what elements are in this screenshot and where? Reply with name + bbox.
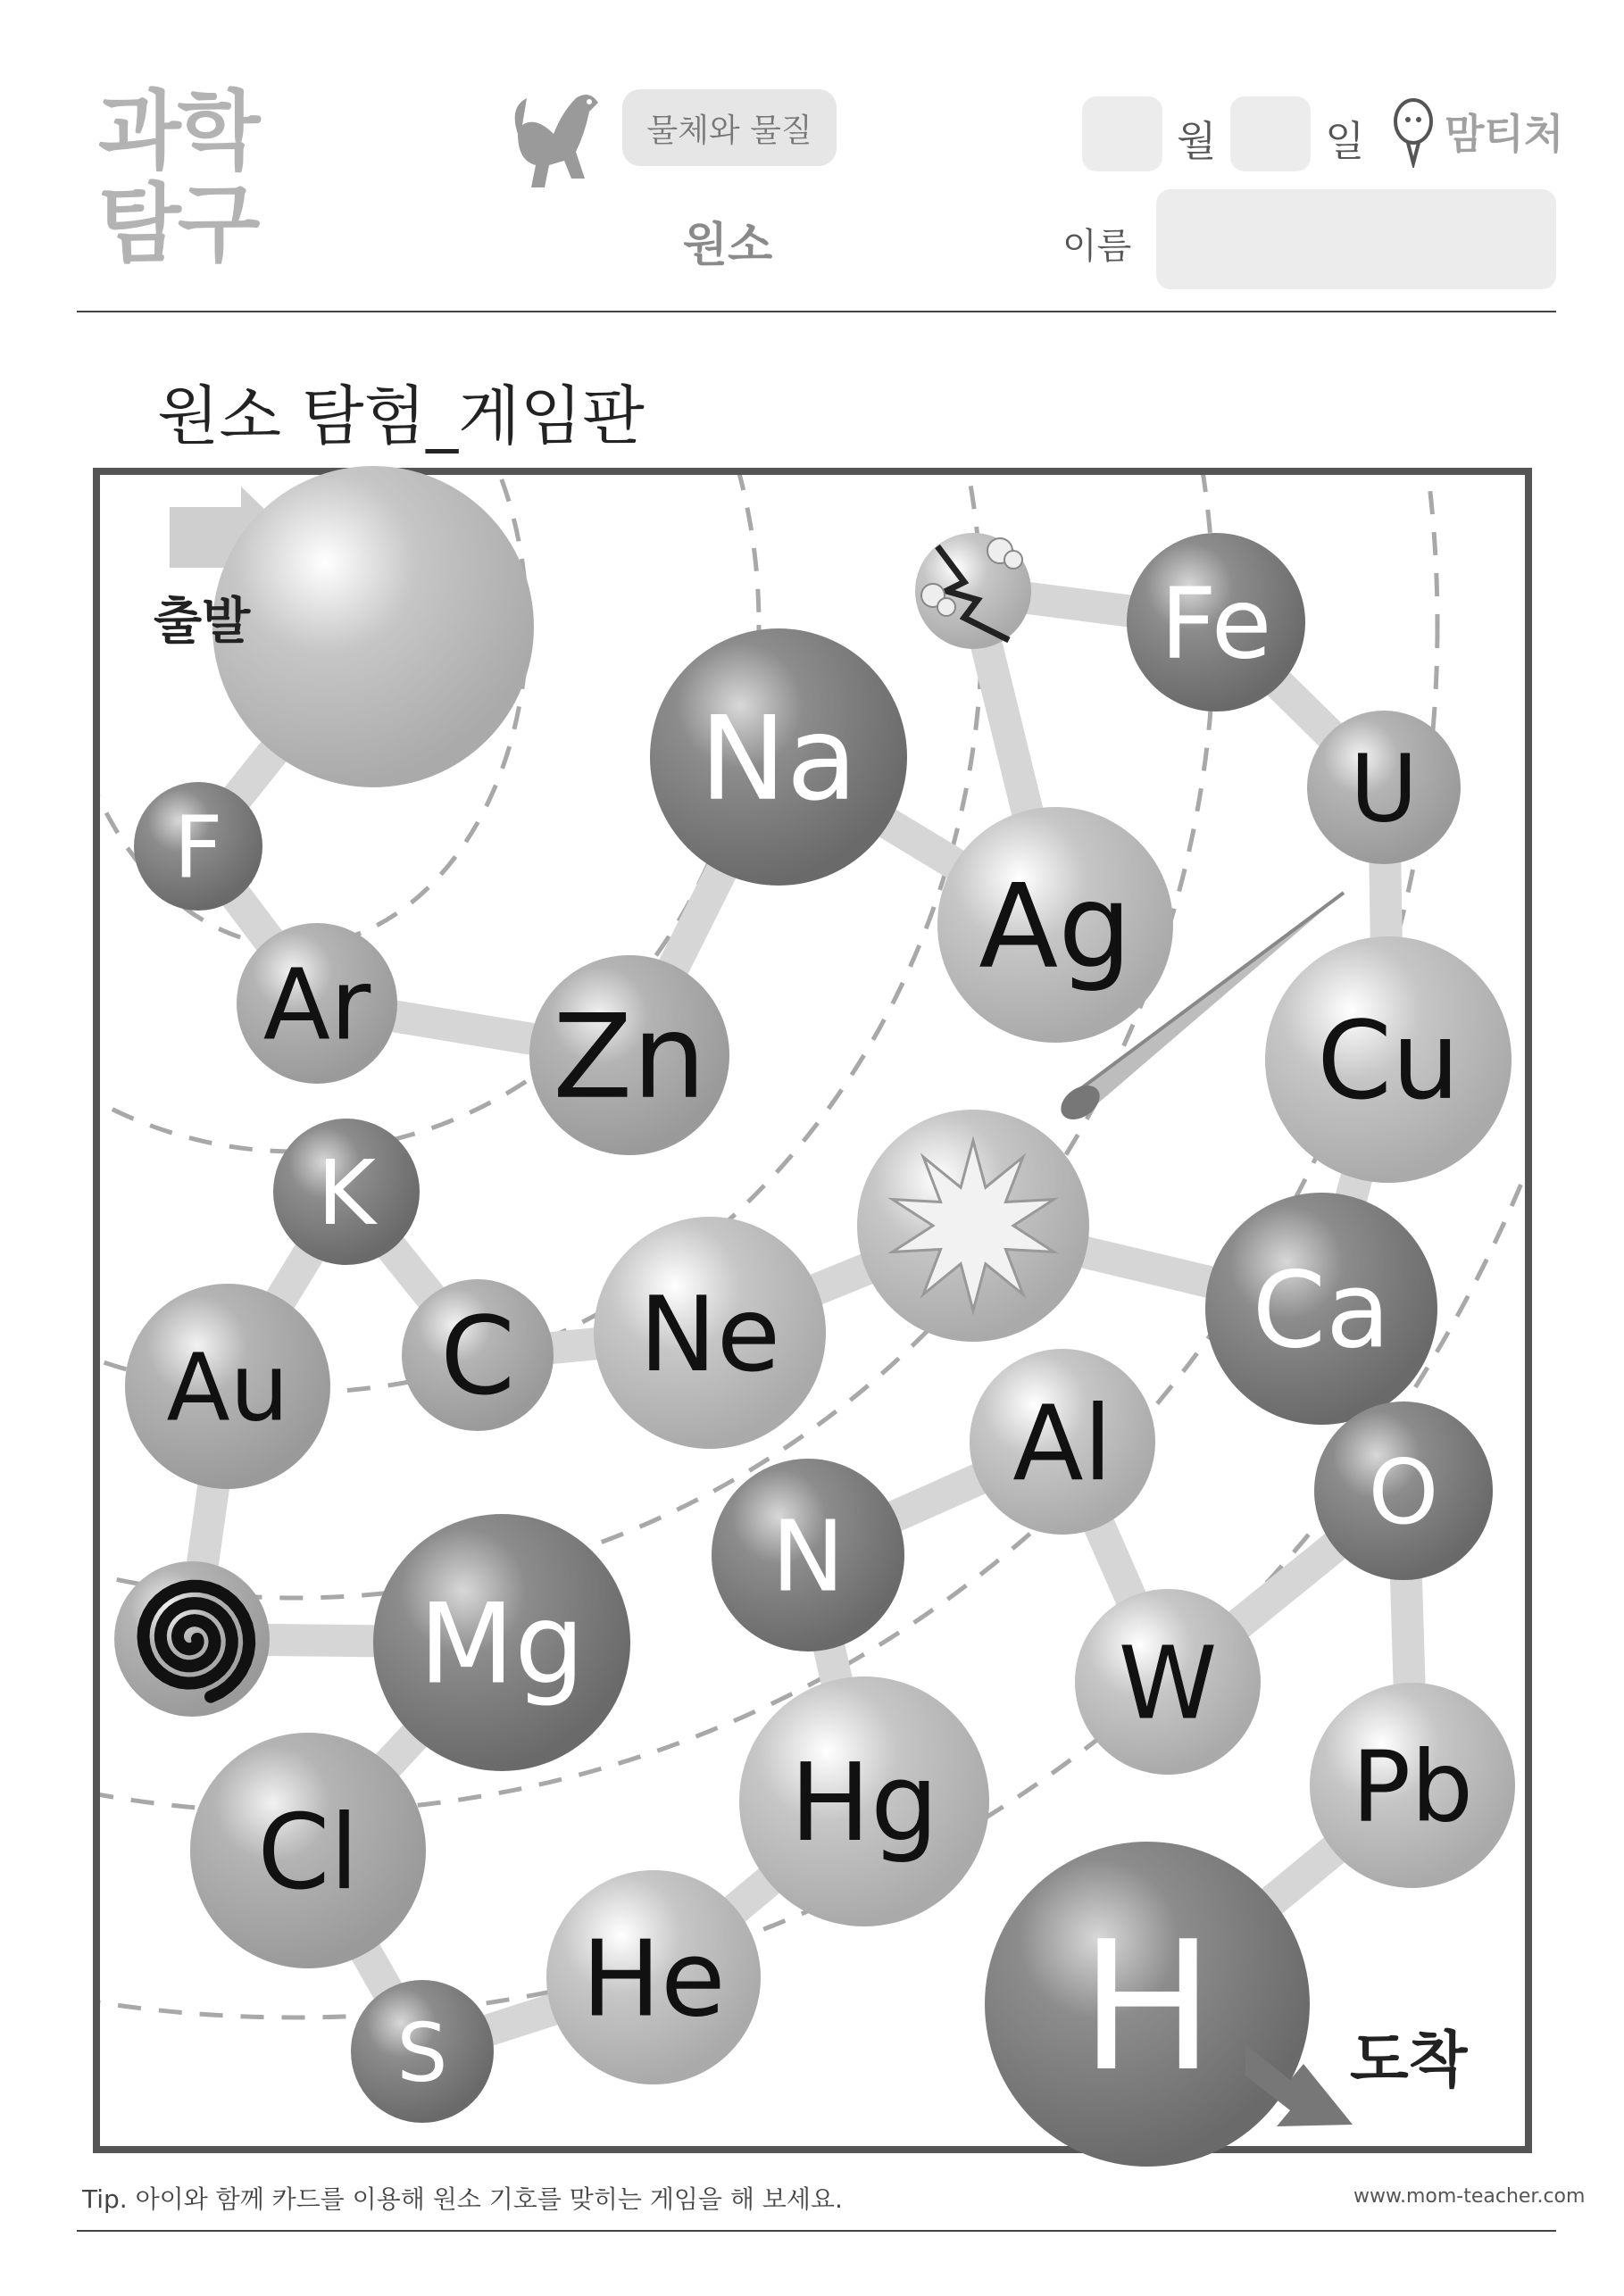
site-url[interactable]: www.mom-teacher.com: [1353, 2185, 1586, 2208]
element-symbol: Mg: [419, 1580, 585, 1710]
element-symbol: U: [1349, 734, 1419, 844]
spiral-ball: [114, 1561, 270, 1717]
subject-badge: 물체와 물질: [622, 89, 837, 166]
crack-ball: [915, 533, 1031, 649]
start-ball: [212, 466, 534, 787]
element-symbol: Ar: [262, 947, 371, 1062]
element-symbol: Ca: [1252, 1248, 1391, 1372]
element-ball-ca: [1205, 1193, 1437, 1425]
element-symbol: Al: [1012, 1383, 1112, 1504]
month-label: 월: [1177, 117, 1217, 165]
element-symbol: S: [396, 2006, 448, 2101]
brand-name: 맘티처: [1445, 110, 1564, 158]
element-symbol: Ne: [638, 1274, 781, 1395]
element-symbol: Au: [166, 1333, 289, 1443]
element-symbol: He: [581, 1917, 726, 2041]
topic-title: 원소: [682, 219, 773, 272]
element-ball-n: [712, 1459, 904, 1651]
element-ball-o: [1314, 1402, 1493, 1580]
element-symbol: Pb: [1351, 1729, 1474, 1844]
element-ball-hg: [739, 1676, 989, 1926]
element-ball-cl: [190, 1733, 426, 1968]
logo-line-1: 과학: [98, 81, 257, 181]
element-ball-fe: [1127, 533, 1305, 711]
element-ball-cu: [1265, 936, 1512, 1183]
logo-line-2: 탐구: [98, 174, 257, 274]
element-ball-ar: [237, 923, 397, 1084]
finish-label: 도착: [1350, 2026, 1468, 2096]
element-ball-na: [650, 628, 907, 886]
day-label: 일: [1325, 117, 1365, 165]
element-ball-k: [273, 1119, 420, 1265]
element-ball-w: [1075, 1589, 1261, 1775]
element-ball-al: [970, 1349, 1155, 1535]
element-ball-c: [402, 1279, 554, 1431]
element-symbol: H: [1079, 1903, 1215, 2111]
finish-ball: [985, 1842, 1310, 2167]
element-symbol: O: [1368, 1440, 1439, 1544]
board-title: 원소 탐험_게임판: [157, 379, 645, 453]
start-label: 출발: [154, 593, 251, 651]
name-label: 이름: [1062, 226, 1132, 267]
element-symbol: C: [440, 1295, 515, 1420]
element-symbol: N: [770, 1499, 845, 1614]
element-symbol: Hg: [789, 1742, 939, 1867]
element-symbol: Fe: [1160, 566, 1272, 681]
tip-text: Tip. 아이와 함께 카드를 이용해 원소 기호를 맞히는 게임을 해 보세요.: [82, 2184, 843, 2214]
element-symbol: Cl: [257, 1792, 359, 1913]
element-ball-s: [351, 1980, 494, 2123]
element-ball-u: [1307, 711, 1461, 864]
element-ball-f: [134, 782, 262, 911]
element-ball-ag: [937, 807, 1173, 1043]
element-ball-pb: [1310, 1683, 1515, 1888]
element-ball-ne: [594, 1217, 826, 1449]
element-ball-mg: [373, 1514, 630, 1771]
element-symbol: Na: [699, 690, 858, 827]
element-ball-au: [125, 1284, 330, 1489]
footer-divider: [77, 2230, 1556, 2232]
element-symbol: K: [317, 1141, 376, 1245]
element-ball-he: [546, 1870, 761, 2084]
element-symbol: Ag: [979, 858, 1132, 994]
element-symbol: W: [1118, 1626, 1218, 1743]
element-symbol: Zn: [553, 988, 706, 1125]
element-ball-zn: [529, 955, 729, 1155]
element-symbol: F: [173, 797, 223, 898]
burst-ball: [857, 1110, 1089, 1342]
element-symbol: Cu: [1317, 1000, 1460, 1125]
